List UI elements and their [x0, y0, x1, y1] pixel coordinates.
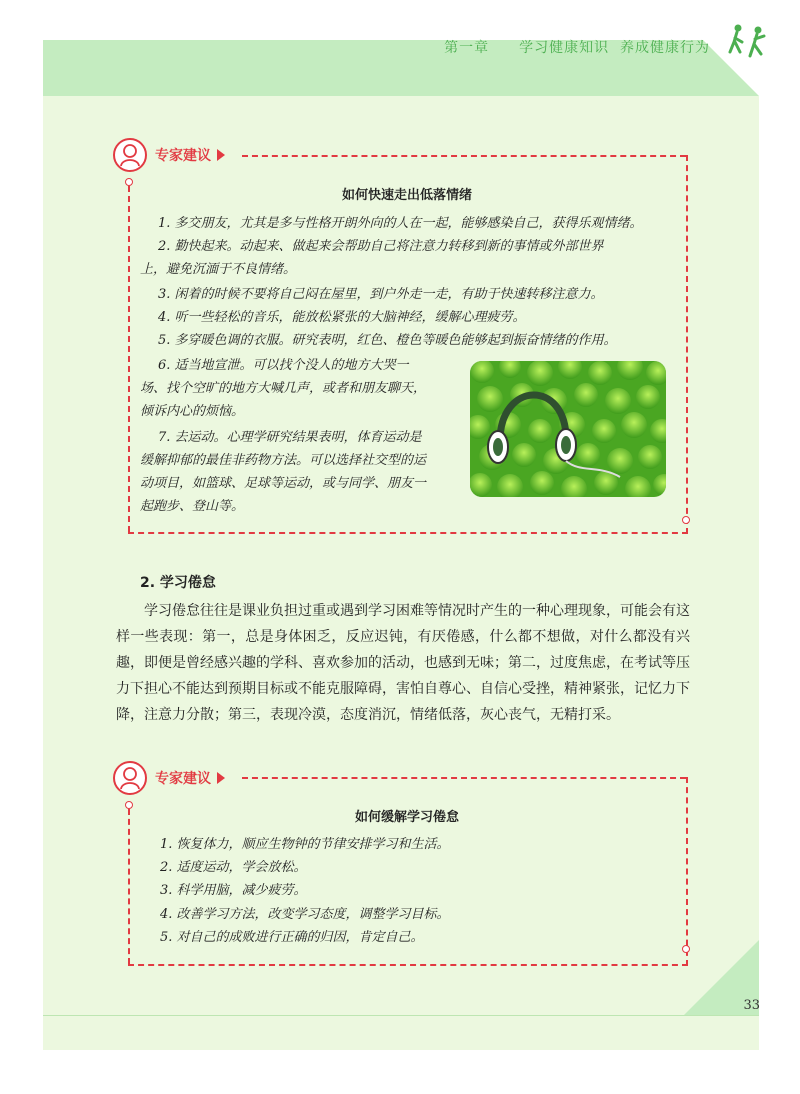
header-title-1: 学习健康知识	[519, 40, 610, 56]
box1-tip-6b: 场、找个空旷的地方大喊几声，或者和朋友聊天，	[140, 381, 427, 396]
expert-label-text: 专家建议	[155, 148, 211, 164]
box2-tip-4: 4. 改善学习方法，改变学习态度，调整学习目标。	[160, 907, 450, 922]
box1-tip-1: 1. 多交朋友，尤其是多与性格开朗外向的人在一起，能够感染自己，获得乐观情绪。	[158, 216, 643, 231]
box1-tip-7: 7. 去运动。心理学研究结果表明，体育运动是	[158, 430, 422, 445]
header-title-2: 养成健康行为	[620, 40, 710, 56]
box2-tip-2: 2. 适度运动，学会放松。	[160, 860, 307, 875]
box1-tip-3: 3. 闲着的时候不要将自己闷在屋里，到户外走一走，有助于快速转移注意力。	[158, 287, 604, 302]
box1-tip-6c: 倾诉内心的烦恼。	[140, 404, 245, 419]
box2-tip-5: 5. 对自己的成败进行正确的归因，肯定自己。	[160, 930, 424, 945]
section-paragraph: 学习倦怠往往是课业负担过重或遇到学习困难等情况时产生的一种心理现象，可能会有这样一些表现：第一，总是身体困乏，反应迟钝，有厌倦感，什么都不想做，对什么都没有兴趣，即便是曾经感兴趣的学科、喜欢参加的活动，也感到无味；第二，过度焦虑，在考试等压力下担心不能达到预期目标或不能克服障碍，害怕自尊心、自信心受挫，精神紧张，记忆力下降，注意力分散；第三，表现冷漠，态度消沉，情绪低落，灰心丧气，无精打采。	[116, 603, 690, 723]
box1-tip-7b: 缓解抑郁的最佳非药物方法。可以选择社交型的运	[140, 453, 427, 468]
page-number: 33	[743, 998, 760, 1013]
box1-title: 如何快速走出低落情绪	[341, 188, 472, 203]
box1-left-border	[128, 186, 130, 532]
box2-title: 如何缓解学习倦怠	[354, 810, 459, 825]
clover-headphones-image	[470, 361, 666, 497]
box1-tip-2: 2. 勤快起来。动起来、做起来会帮助自己将注意力转移到新的事情或外部世界	[158, 239, 604, 254]
box1-tip-2b: 上，避免沉湎于不良情绪。	[140, 262, 297, 277]
box1-tip-4: 4. 听一些轻松的音乐，能放松紧张的大脑神经，缓解心理疲劳。	[158, 310, 526, 325]
chapter-label: 第一章	[444, 40, 490, 56]
box1-tip-7d: 起跑步、登山等。	[140, 499, 245, 514]
box1-tip-7c: 动项目，如篮球、足球等运动，或与同学、朋友一	[140, 476, 427, 491]
box2-end-dot	[682, 945, 690, 953]
box2-tip-3: 3. 科学用脑，减少疲劳。	[160, 883, 307, 898]
expert-label-text: 专家建议	[155, 771, 211, 787]
section-heading: 2. 学习倦怠	[140, 575, 216, 591]
footer-line	[43, 1015, 759, 1016]
runners-icon	[728, 22, 770, 62]
box1-tip-6: 6. 适当地宣泄。可以找个没人的地方大哭一	[158, 358, 409, 373]
box1-end-dot	[682, 516, 690, 524]
box2-left-border	[128, 809, 130, 964]
box2-tip-1: 1. 恢复体力，顺应生物钟的节律安排学习和生活。	[160, 837, 450, 852]
running-header	[444, 37, 710, 57]
box1-tip-5: 5. 多穿暖色调的衣服。研究表明，红色、橙色等暖色能够起到振奋情绪的作用。	[158, 333, 617, 348]
